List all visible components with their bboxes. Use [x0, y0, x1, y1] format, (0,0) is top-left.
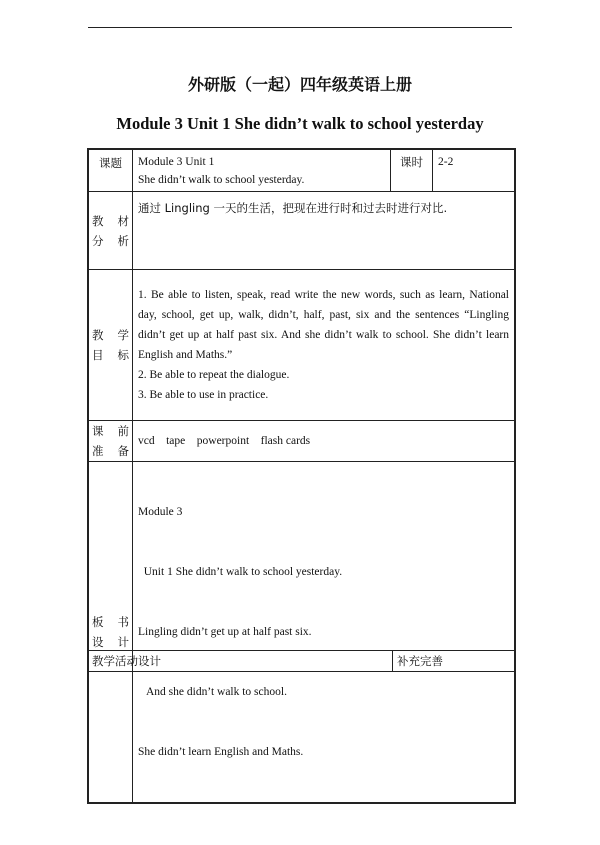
board-label — [88, 462, 133, 804]
document-title-en: Module 3 Unit 1 She didn’t walk to school yesterday — [116, 114, 484, 133]
lesson-title-cell — [133, 149, 391, 192]
activity-design-header: 教学活动设计 — [88, 651, 393, 672]
document-title-cn: 外研版（一起）四年级英语上册 — [187, 75, 412, 94]
lesson-title-line1: Module 3 Unit 1 — [138, 156, 215, 168]
analysis-text: 通过 Lingling 一天的生活，把现在进行时和过去时进行对比. — [133, 192, 516, 270]
row-objectives — [88, 270, 515, 421]
preparation-label — [88, 421, 133, 462]
top-rule — [88, 27, 512, 28]
activity-table — [87, 650, 516, 672]
row-preparation — [88, 421, 515, 462]
board-line-1: Module 3 — [138, 506, 183, 518]
activity-header-row — [88, 651, 516, 672]
board-cell — [133, 462, 516, 804]
lesson-title-line2: She didn’t walk to school yesterday. — [138, 174, 305, 186]
row-board-design — [88, 462, 515, 804]
board-label-line2: 设计 — [92, 635, 129, 649]
board-line-4: And she didn’t walk to school. — [138, 686, 287, 698]
board-line-3: Lingling didn’t get up at half past six. — [138, 626, 312, 638]
analysis-label-line1: 教 材 — [92, 213, 129, 228]
objectives-label-line1: 教 学 — [92, 328, 129, 342]
hours-label: 课时 — [391, 149, 433, 192]
analysis-label — [88, 192, 133, 270]
objective-item-2: 2. Be able to repeat the dialogue. — [138, 369, 290, 381]
objectives-cell — [133, 270, 516, 421]
lesson-label: 课题 — [88, 149, 133, 192]
objectives-label-line2: 目标 — [92, 348, 129, 362]
lesson-plan-table — [87, 148, 516, 804]
board-line-2: Unit 1 She didn’t walk to school yesterday. — [138, 566, 343, 578]
analysis-label-line2: 分析 — [92, 233, 129, 248]
board-label-line1: 板 书 — [92, 615, 129, 629]
supplement-header: 补充完善 — [393, 651, 516, 672]
preparation-label-line2: 准备 — [92, 444, 129, 458]
objective-item-3: 3. Be able to use in practice. — [138, 389, 269, 401]
hours-value: 2-2 — [433, 149, 516, 192]
preparation-label-line1: 课 前 — [92, 424, 129, 438]
row-lesson — [88, 149, 515, 192]
row-analysis — [88, 192, 515, 270]
board-line-5: She didn’t learn English and Maths. — [138, 746, 304, 758]
objective-item-1: 1. Be able to listen, speak, read write the new words, such as learn, National day, school, get up, walk, didn’t, half, past, six and the sentences “Lingling didn’t get up at half past six. And she didn’t walk to school. She didn’t learn English and Maths.” — [138, 289, 509, 361]
preparation-text: vcd tape powerpoint flash cards — [133, 421, 516, 462]
objectives-label — [88, 270, 133, 421]
